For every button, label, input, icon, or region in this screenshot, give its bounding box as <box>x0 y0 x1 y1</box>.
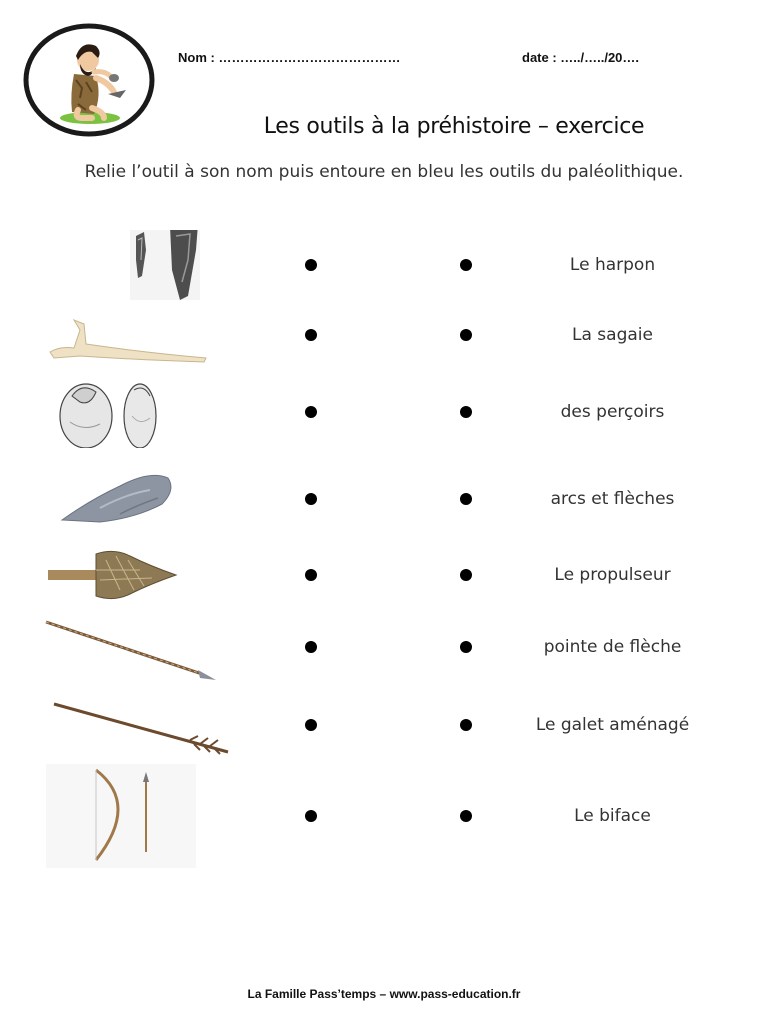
tool-image-flint-points <box>40 230 240 300</box>
name-field: Nom : …………………………………… <box>178 50 401 65</box>
tool-image-harpoon <box>40 690 240 760</box>
tool-image-spear <box>40 612 240 682</box>
tool-name: pointe de flèche <box>543 637 682 657</box>
tool-name: des perçoirs <box>560 402 665 422</box>
tool-name: Le propulseur <box>554 565 671 585</box>
right-dot[interactable] <box>460 406 472 418</box>
right-dot[interactable] <box>460 569 472 581</box>
tool-name: Le galet aménagé <box>535 715 690 735</box>
instruction: Relie l’outil à son nom puis entoure en bleu les outils du paléolithique. <box>84 162 684 182</box>
right-dot[interactable] <box>460 329 472 341</box>
page-title: Les outils à la préhistoire – exercice <box>263 114 645 139</box>
left-dot[interactable] <box>305 329 317 341</box>
left-dot[interactable] <box>305 641 317 653</box>
footer: La Famille Pass’temps – www.pass-education.fr <box>247 987 521 1001</box>
tool-image-biface <box>40 464 240 534</box>
match-row <box>0 464 768 534</box>
tool-name: Le harpon <box>569 255 656 275</box>
left-dot[interactable] <box>305 569 317 581</box>
tool-image-arrowhead <box>40 540 240 610</box>
left-dot[interactable] <box>305 406 317 418</box>
tool-name: Le biface <box>574 806 651 826</box>
left-dot[interactable] <box>305 259 317 271</box>
tool-image-pebbles <box>40 376 240 448</box>
tool-name: La sagaie <box>572 325 653 345</box>
match-row <box>0 612 768 682</box>
right-dot[interactable] <box>460 719 472 731</box>
date-field: date : …../…../20…. <box>522 50 640 65</box>
tool-image-spear-thrower <box>40 300 240 370</box>
match-row <box>0 540 768 610</box>
right-dot[interactable] <box>460 810 472 822</box>
match-row <box>0 764 768 868</box>
tool-name: arcs et flèches <box>550 489 675 509</box>
match-row <box>0 230 768 300</box>
right-dot[interactable] <box>460 493 472 505</box>
match-row <box>0 376 768 448</box>
right-dot[interactable] <box>460 641 472 653</box>
right-dot[interactable] <box>460 259 472 271</box>
left-dot[interactable] <box>305 719 317 731</box>
match-row <box>0 300 768 370</box>
match-row <box>0 690 768 760</box>
tool-image-bow-and-arrow <box>40 764 240 868</box>
left-dot[interactable] <box>305 493 317 505</box>
left-dot[interactable] <box>305 810 317 822</box>
